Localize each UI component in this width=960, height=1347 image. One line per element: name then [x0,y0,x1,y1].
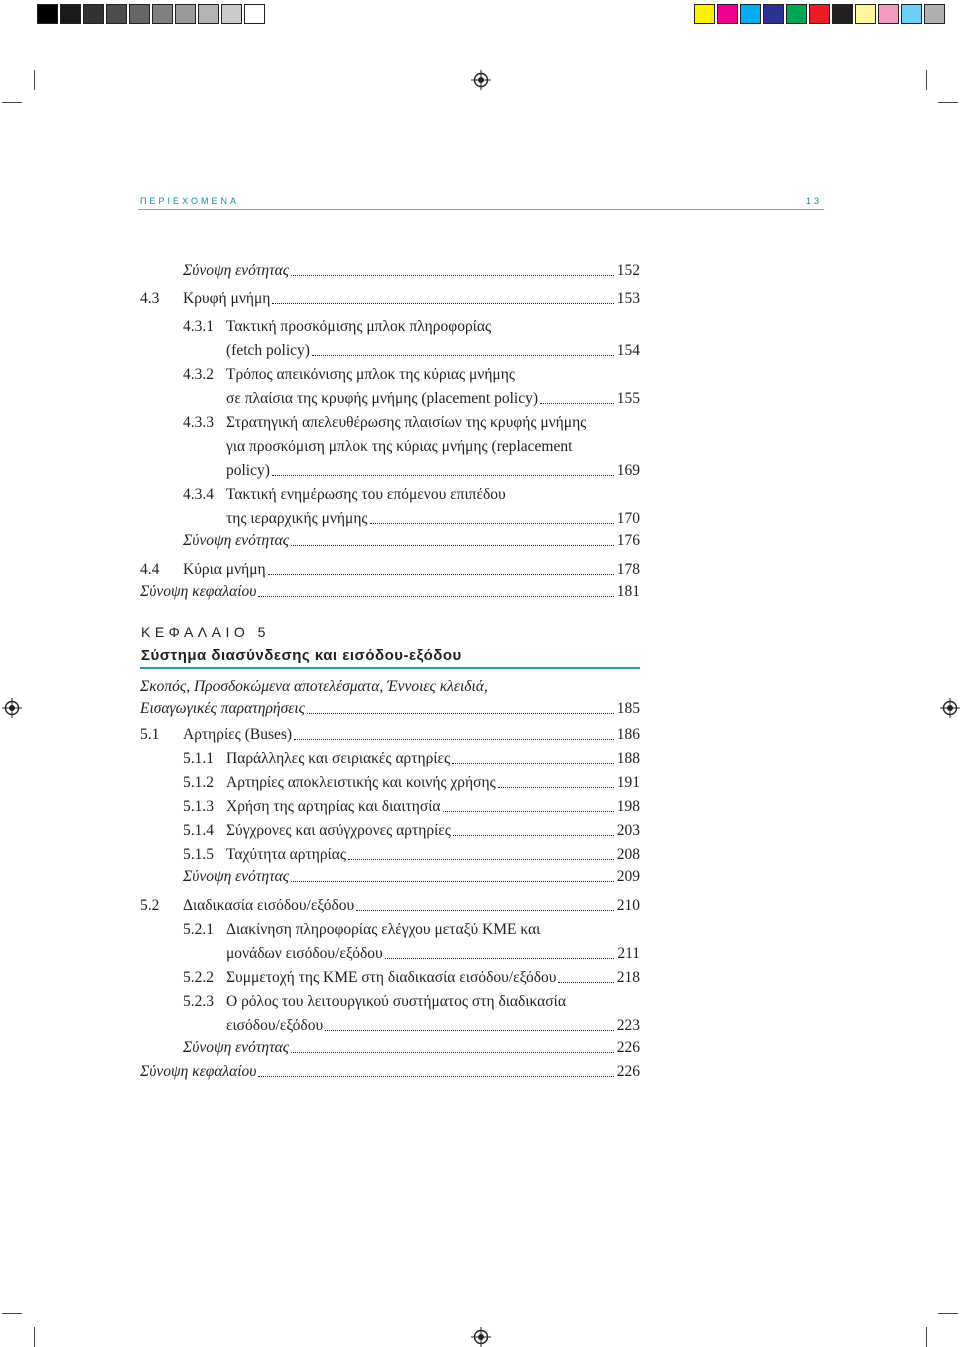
toc-entry [140,509,640,529]
toc-entry-title: Διακίνηση πληροφορίας ελέγχου μεταξύ ΚΜΕ και [226,921,541,938]
color-swatch [60,4,81,24]
toc-section-number: 5.2 [140,897,160,914]
toc-entry [140,944,640,964]
toc-entry-title: Αρτηρίες αποκλειστικής και κοινής χρήσης [226,774,496,791]
toc-dot-leader [540,389,614,404]
toc-entry-title: Αρτηρίες (Buses) [183,726,293,743]
toc-entry [140,1062,640,1082]
color-swatch [129,4,150,24]
toc-entry [140,485,640,505]
toc-entry [140,413,640,433]
toc-entry [140,560,640,580]
crop-mark [938,1313,958,1314]
toc-entry-title: Κύρια μνήμη [183,561,266,578]
toc-entry-title: Σύνοψη κεφαλαίου [140,583,257,600]
toc-entry [140,725,640,745]
toc-dot-leader [258,582,613,597]
toc-dot-leader [370,509,614,524]
toc-page-number: 152 [616,262,640,279]
toc-dot-leader [291,1038,614,1053]
toc-entry-title: Τακτική ενημέρωσης του επόμενου επιπέδου [226,486,506,503]
toc-entry-title: Σύγχρονες και ασύγχρονες αρτηρίες [226,822,451,839]
color-swatch [37,4,58,24]
toc-entry-title: για προσκόμιση μπλοκ της κύριας μνήμης (replacement [226,438,573,455]
toc-dot-leader [291,261,614,276]
toc-dot-leader [453,821,614,836]
toc-page-number: 155 [616,390,640,407]
toc-dot-leader [452,749,614,764]
toc-entry-title: Παράλληλες και σειριακές αρτηρίες [226,750,451,767]
color-swatch [740,4,761,24]
toc-section-number: 4.3.2 [183,366,214,383]
crop-mark [34,70,35,90]
color-swatch [786,4,807,24]
toc-page-number: 208 [616,846,640,863]
toc-page-number: 226 [616,1039,640,1056]
toc-page-number: 176 [616,532,640,549]
crop-mark [938,102,958,103]
toc-entry [140,461,640,481]
toc-entry [140,317,640,337]
toc-entry-title: Στρατηγική απελευθέρωσης πλαισίων της κρυφής μνήμης [226,414,587,431]
toc-entry-title: Τρόπος απεικόνισης μπλοκ της κύριας μνήμης [226,366,515,383]
color-swatch [809,4,830,24]
toc-entry [140,289,640,309]
color-swatch [152,4,173,24]
toc-entry [140,845,640,865]
registration-mark-icon [471,70,491,90]
toc-entry [140,920,640,940]
toc-page-number: 211 [617,945,640,962]
toc-entry [140,1016,640,1036]
toc-dot-leader [291,867,614,882]
color-swatch [878,4,899,24]
toc-entry-title: (fetch policy) [226,342,310,359]
toc-section-number: 5.2.1 [183,921,214,938]
toc-dot-leader [312,341,614,356]
toc-section-number: 4.3.1 [183,318,214,335]
toc-dot-leader [443,797,614,812]
toc-page-number: 223 [616,1017,640,1034]
toc-entry [140,531,640,551]
toc-entry [140,341,640,361]
toc-page-number: 226 [616,1063,640,1080]
toc-dot-leader [356,896,614,911]
toc-section-number: 5.1.3 [183,798,214,815]
toc-dot-leader [325,1016,614,1031]
toc-page-number: 170 [616,510,640,527]
toc-dot-leader [272,289,613,304]
color-swatch [832,4,853,24]
toc-entry-title: σε πλαίσια της κρυφής μνήμης (placement policy) [226,390,539,407]
toc-dot-leader [348,845,614,860]
running-head [140,196,822,206]
toc-entry-title: Κρυφή μνήμη [183,290,271,307]
chapter-rule [140,667,640,669]
crop-mark [34,1327,35,1347]
toc-page-number: 210 [616,897,640,914]
toc-page-number: 188 [616,750,640,767]
toc-entry [140,437,640,457]
toc-entry [140,797,640,817]
color-swatch [106,4,127,24]
toc-section-number: 5.1 [140,726,160,743]
crop-mark [2,1313,22,1314]
toc-page-number: 154 [616,342,640,359]
color-swatch [198,4,219,24]
toc-dot-leader [307,699,614,714]
toc-dot-leader [558,968,613,983]
toc-entry [140,699,640,719]
toc-entry-title: Σύνοψη ενότητας [183,532,290,549]
toc-page-number: 181 [616,583,640,600]
grayscale-calibration-bar [37,4,267,24]
toc-entry [140,896,640,916]
toc-entry-title: Σκοπός, Προσδοκώμενα αποτελέσματα, Έννοιες κλειδιά, [140,678,488,695]
color-swatch [763,4,784,24]
toc-entry [140,582,640,602]
color-swatch [175,4,196,24]
color-swatch [717,4,738,24]
header-rule [138,209,824,210]
color-swatch [924,4,945,24]
toc-page-number: 186 [616,726,640,743]
registration-mark-icon [2,698,22,718]
toc-entry-title: Τακτική προσκόμισης μπλοκ πληροφορίας [226,318,492,335]
toc-section-number: 4.3.4 [183,486,214,503]
toc-page-number: 198 [616,798,640,815]
toc-page-number: 209 [616,868,640,885]
toc-entry-title: Σύνοψη ενότητας [183,868,290,885]
toc-entry-title: της ιεραρχικής μνήμης [226,510,368,527]
toc-dot-leader [385,944,615,959]
running-title: ΠΕΡΙΕΧΟΜΕΝΑ [140,196,240,206]
toc-entry [140,968,640,988]
toc-page-number: 191 [616,774,640,791]
toc-entry-title: Ταχύτητα αρτηρίας [226,846,346,863]
toc-dot-leader [291,531,614,546]
page-number: 13 [805,196,822,206]
color-swatch [855,4,876,24]
toc-entry-title: εισόδου/εξόδου [226,1017,324,1034]
chapter-label: ΚΕΦΑΛΑΙΟ 5 [141,624,270,640]
toc-section-number: 5.1.5 [183,846,214,863]
toc-section-number: 5.1.1 [183,750,214,767]
toc-entry-title: Σύνοψη ενότητας [183,262,290,279]
toc-dot-leader [258,1062,613,1077]
toc-section-number: 4.4 [140,561,160,578]
toc-entry-title: policy) [226,462,270,479]
toc-entry-title: Συμμετοχή της ΚΜΕ στη διαδικασία εισόδου/εξόδου [226,969,557,986]
toc-section-number: 5.2.2 [183,969,214,986]
color-swatch [901,4,922,24]
toc-entry [140,261,640,281]
toc-entry-title: μονάδων εισόδου/εξόδου [226,945,383,962]
toc-entry [140,677,640,697]
color-swatch [244,4,265,24]
toc-page-number: 185 [616,700,640,717]
toc-dot-leader [272,461,614,476]
color-swatch [221,4,242,24]
toc-page-number: 218 [616,969,640,986]
toc-entry-title: Ο ρόλος του λειτουργικού συστήματος στη διαδικασία [226,993,566,1010]
toc-section-number: 4.3 [140,290,160,307]
toc-page-number: 178 [616,561,640,578]
crop-mark [926,1327,927,1347]
chapter-title: Σύστημα διασύνδεσης και εισόδου-εξόδου [141,647,462,664]
toc-page-number: 153 [616,290,640,307]
toc-dot-leader [294,725,614,740]
crop-mark [2,102,22,103]
toc-section-number: 5.2.3 [183,993,214,1010]
toc-entry [140,1038,640,1058]
crop-mark [926,70,927,90]
registration-mark-icon [940,698,960,718]
toc-section-number: 5.1.2 [183,774,214,791]
toc-page-number: 169 [616,462,640,479]
toc-dot-leader [268,560,614,575]
toc-entry [140,821,640,841]
toc-entry-title: Σύνοψη ενότητας [183,1039,290,1056]
toc-entry-title: Χρήση της αρτηρίας και διαιτησία [226,798,441,815]
registration-mark-icon [471,1327,491,1347]
toc-entry [140,773,640,793]
toc-dot-leader [498,773,614,788]
color-swatch [83,4,104,24]
toc-entry-title: Διαδικασία εισόδου/εξόδου [183,897,355,914]
color-calibration-bar [694,4,947,24]
toc-section-number: 4.3.3 [183,414,214,431]
toc-entry [140,365,640,385]
toc-entry [140,867,640,887]
toc-entry-title: Εισαγωγικές παρατηρήσεις [140,700,305,717]
toc-page-number: 203 [616,822,640,839]
toc-entry [140,992,640,1012]
toc-entry-title: Σύνοψη κεφαλαίου [140,1063,257,1080]
toc-entry [140,749,640,769]
toc-section-number: 5.1.4 [183,822,214,839]
color-swatch [694,4,715,24]
toc-entry [140,389,640,409]
